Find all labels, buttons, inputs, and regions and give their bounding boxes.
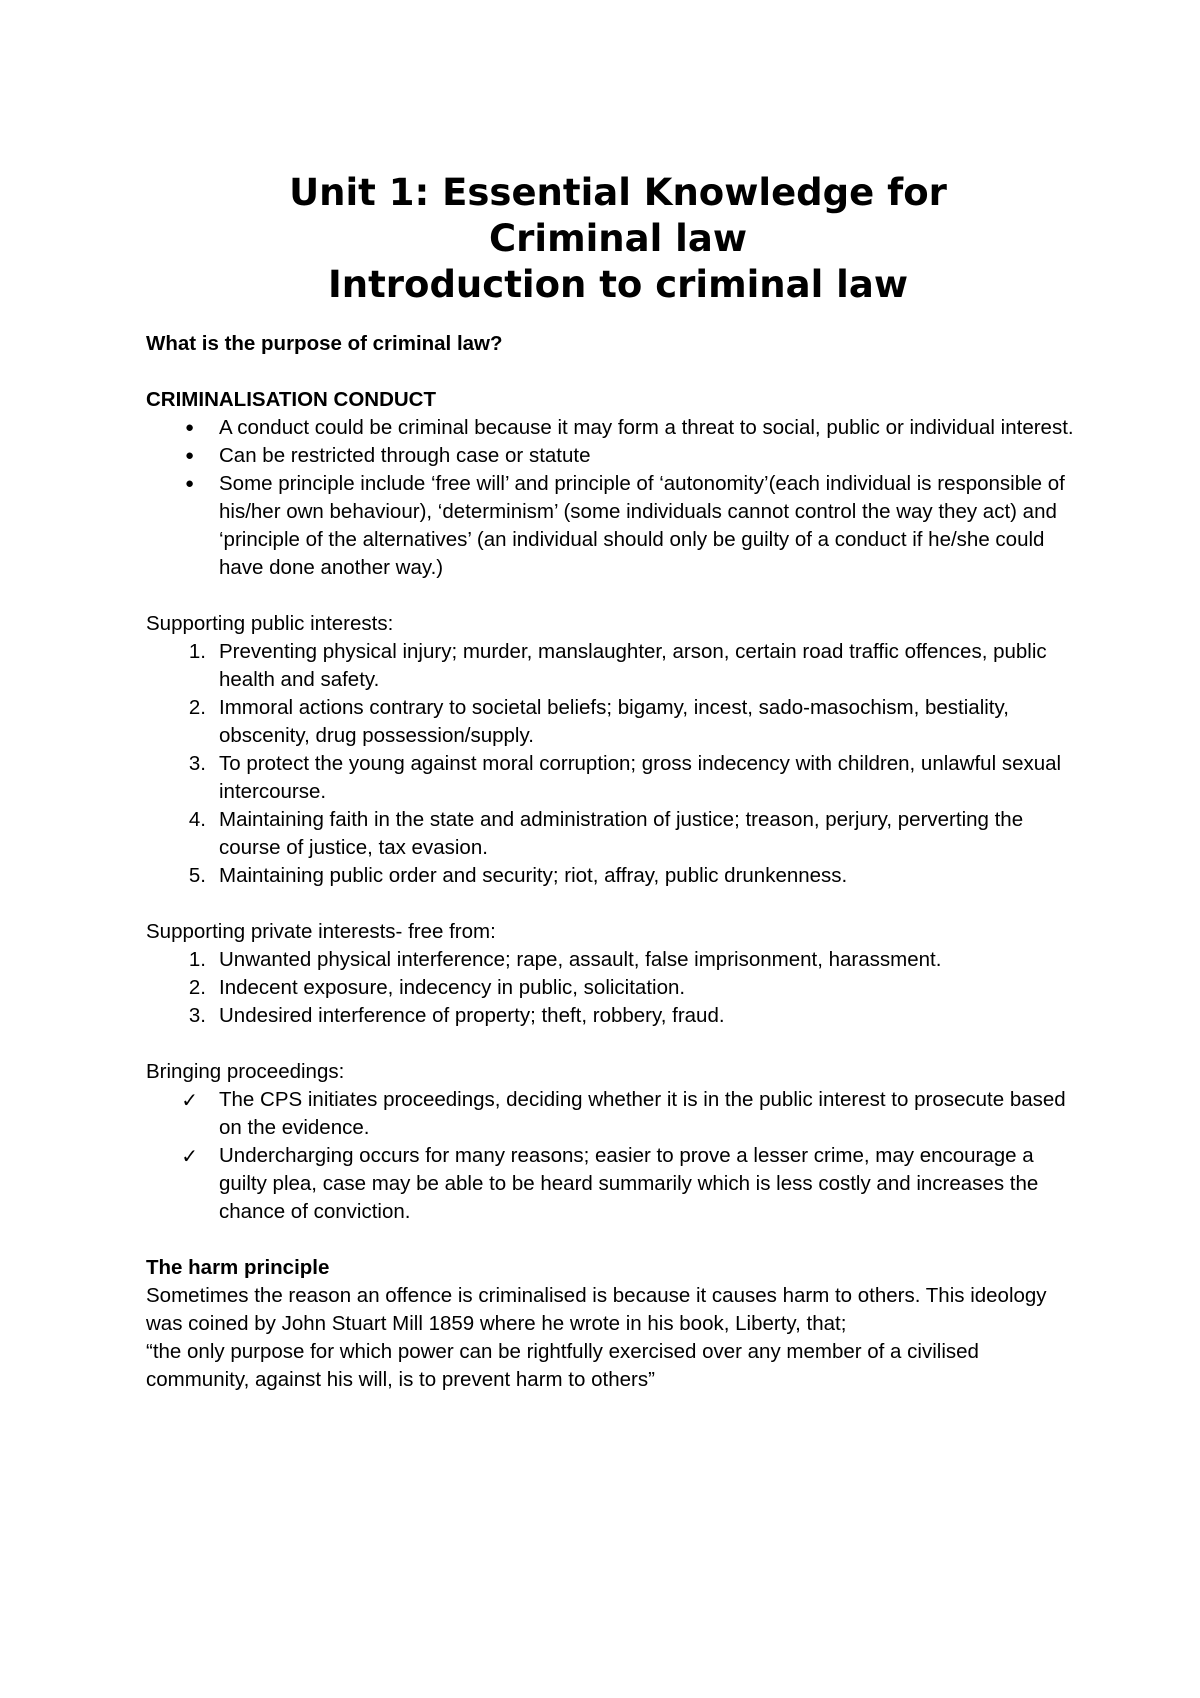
list-item-text: Preventing physical injury; murder, manslaughter, arson, certain road traffic offences, public health and safety. [219, 640, 1047, 691]
list-number: 2. [188, 976, 206, 999]
list-item [146, 1086, 1076, 1142]
spacer [146, 582, 1076, 610]
proceedings-heading: Bringing proceedings: [146, 1060, 345, 1083]
proceedings-list [146, 1086, 1076, 1226]
list-item [146, 694, 1076, 750]
title-line-2: Criminal law [488, 217, 748, 260]
list-item-text: Maintaining faith in the state and administration of justice; treason, perjury, perverting the course of justice, tax evasion. [219, 808, 1024, 859]
list-item [146, 1002, 1076, 1030]
list-item [146, 946, 1076, 974]
list-number: 3. [188, 1004, 206, 1027]
spacer [146, 1226, 1076, 1254]
title-line-1: Unit 1: Essential Knowledge for [289, 171, 947, 214]
criminalisation-heading: CRIMINALISATION CONDUCT [146, 388, 437, 411]
list-item [146, 414, 1076, 442]
document-title [146, 170, 1076, 308]
private-interests-heading: Supporting private interests- free from: [146, 920, 496, 943]
spacer [146, 308, 1076, 330]
list-item [146, 1142, 1076, 1226]
list-number: 5. [188, 864, 206, 887]
checkmark-icon: ✓ [181, 1144, 198, 1168]
list-item-text: Can be restricted through case or statute [219, 444, 591, 467]
bullet-icon: ● [184, 475, 194, 492]
spacer [146, 1030, 1076, 1058]
list-item-text: To protect the young against moral corruption; gross indecency with children, unlawful sexual intercourse. [219, 752, 1062, 803]
list-item [146, 862, 1076, 890]
list-item-text: The CPS initiates proceedings, deciding whether it is in the public interest to prosecute based on the evidence. [219, 1088, 1066, 1139]
private-interests-list [146, 946, 1076, 1030]
list-item-text: A conduct could be criminal because it may form a threat to social, public or individual interest. [219, 416, 1074, 439]
harm-principle-quote: “the only purpose for which power can be rightfully exercised over any member of a civilised community, against his will, is to prevent harm to others” [146, 1340, 979, 1391]
spacer [146, 358, 1076, 386]
list-item-text: Undercharging occurs for many reasons; easier to prove a lesser crime, may encourage a guilty plea, case may be able to be heard summarily which is less costly and increases the chance of conviction. [219, 1144, 1039, 1223]
bullet-icon: ● [184, 419, 194, 436]
purpose-question: What is the purpose of criminal law? [146, 332, 503, 355]
criminalisation-list [146, 414, 1076, 582]
list-number: 3. [188, 752, 206, 775]
harm-principle-paragraph: Sometimes the reason an offence is criminalised is because it causes harm to others. This ideology was coined by John Stuart Mill 1859 where he wrote in his book, Liberty, that; [146, 1284, 1047, 1335]
spacer [146, 890, 1076, 918]
list-number: 1. [188, 640, 206, 663]
list-item-text: Immoral actions contrary to societal beliefs; bigamy, incest, sado-masochism, bestiality, obscenity, drug possession/supply. [219, 696, 1009, 747]
list-item [146, 750, 1076, 806]
list-number: 4. [188, 808, 206, 831]
list-item [146, 638, 1076, 694]
list-item [146, 806, 1076, 862]
list-item-text: Some principle include ‘free will’ and principle of ‘autonomity’(each individual is responsible of his/her own behaviour), ‘determinism’ (some individuals cannot control the way they act) and ‘principle of the alternatives’ (an individual should only be guilty of a conduct if he/she could have done another way.) [219, 472, 1065, 579]
title-line-3: Introduction to criminal law [327, 263, 909, 306]
harm-principle-heading: The harm principle [146, 1256, 330, 1279]
list-item-text: Maintaining public order and security; riot, affray, public drunkenness. [219, 864, 848, 887]
public-interests-list [146, 638, 1076, 890]
public-interests-heading: Supporting public interests: [146, 612, 394, 635]
list-number: 1. [188, 948, 206, 971]
list-item [146, 470, 1076, 582]
list-item-text: Unwanted physical interference; rape, assault, false imprisonment, harassment. [219, 948, 942, 971]
list-item [146, 442, 1076, 470]
list-item-text: Undesired interference of property; theft, robbery, fraud. [219, 1004, 725, 1027]
checkmark-icon: ✓ [181, 1088, 198, 1112]
list-number: 2. [188, 696, 206, 719]
list-item-text: Indecent exposure, indecency in public, solicitation. [219, 976, 686, 999]
list-item [146, 974, 1076, 1002]
bullet-icon: ● [184, 447, 194, 464]
document-page [146, 170, 1076, 1394]
